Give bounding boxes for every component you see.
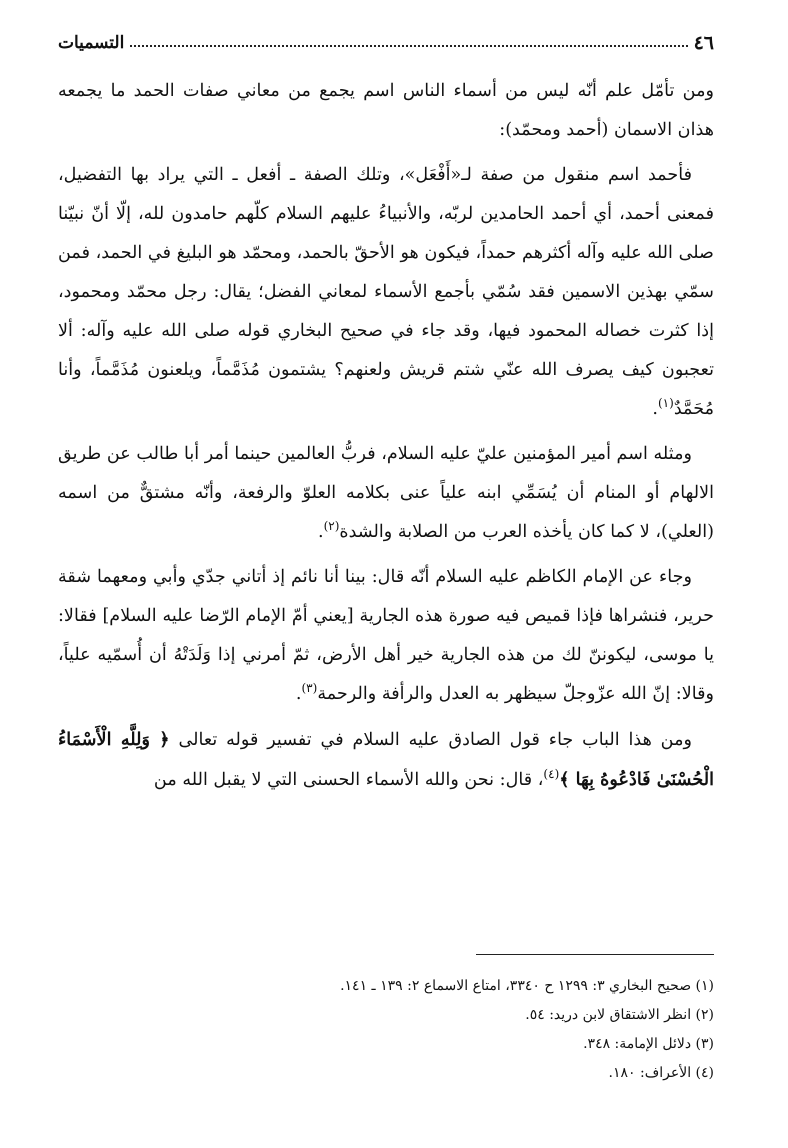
- footnote-ref: (٤): [543, 767, 560, 782]
- footnote: (٣) دلائل الإمامة: ٣٤٨.: [583, 1036, 714, 1052]
- paragraph: [58, 156, 714, 429]
- paragraph-text: ومثله اسم أمير المؤمنين عليّ عليه السلام، فربُّ العالمين حينما أمر أبا طالب عن طريق الالهام أو المنام أن يُسَمِّي ابنه علياً عنى بكلامه العلوّ والرفعة، وأنّه مشتقٌّ من اسمه (العلي)، لا كما كان يأخذه العرب من الصلابة والشدة: [58, 444, 714, 542]
- running-title: التسميات: [58, 33, 125, 53]
- running-header: [58, 28, 714, 58]
- footnote-ref: (١): [657, 396, 674, 411]
- footnote: (٢) انظر الاشتقاق لابن دريد: ٥٤.: [525, 1007, 714, 1023]
- paragraph-end: .: [652, 399, 658, 419]
- paragraph-text: ومن تأمّل علم أنّه ليس من أسماء الناس اسم يجمع من معاني صفات الحمد ما يجمعه هذان الاسمان (أحمد ومحمّد):: [58, 81, 714, 140]
- paragraph: [58, 558, 714, 714]
- paragraph-end: .: [295, 684, 302, 704]
- paragraph: [58, 720, 714, 800]
- paragraph-text: فأحمد اسم منقول من صفة لـ«أَفْعَل»، وتلك الصفة ـ أفعل ـ التي يراد بها التفضيل، فمعنى أحمد، أي أحمد الحامدين لربّه، والأنبياءُ عليهم السلام كلّهم حامدون لله، إلّا أنّ نبيّنا صلى الله عليه وآله أكثرهم حمداً، فيكون هو الأحقّ بالحمد، ومحمّد هو البليغ في الحمد، فمن سمّي بهذين الاسمين فقد سُمّي بأجمع الأسماء لمعاني الفضل؛ يقال: رجل محمّد ومحمود، إذا كثرت خصاله المحمود فيها، وقد جاء في صحيح البخاري قوله صلى الله عليه وآله: ألا تعجبون كيف يصرف الله عنّي شتم قريش ولعنهم؟ يشتمون مُذَمَّماً، ويلعنون مُذَمَّماً، وأنا مُحَمَّدٌ: [58, 165, 714, 419]
- main-text: [58, 72, 714, 806]
- paragraph-text-continued: ، قال: نحن والله الأسماء الحسنى التي لا يقبل الله من: [153, 770, 544, 790]
- quran-verse: ﴿ وَلِلَّهِ الْأَسْمَاءُ الْحُسْنَىٰ فَادْعُوهُ بِهَا ﴾: [58, 729, 714, 790]
- footnote-ref: (٢): [323, 519, 340, 534]
- paragraph: [58, 435, 714, 552]
- footnote: (٤) الأعراف: ١٨٠.: [608, 1065, 714, 1081]
- footnote-separator: [476, 954, 714, 955]
- paragraph-text: وجاء عن الإمام الكاظم عليه السلام أنّه قال: بينا أنا نائم إذ أتاني جدّي وأبي ومعهما شقة حرير، فنشراها فإذا قميص فيه صورة هذه الجارية [يعني أمّ الإمام الرّضا عليه السلام] فقالا: يا موسى، ليكوننّ لك من هذه الجارية خير أهل الأرض، ثمّ أمرني إذا وَلَدَتْهُ أن أُسمّيه علياً، وقالا: إنّ الله عزّوجلّ سيظهر به العدل والرأفة والرحمة: [58, 567, 714, 704]
- footnotes: [58, 972, 714, 1088]
- page-number: ٤٦: [693, 32, 714, 54]
- footnote-ref: (٣): [301, 681, 318, 696]
- paragraph-end: .: [317, 522, 324, 542]
- footnote: (١) صحيح البخاري ٣: ١٢٩٩ ح ٣٣٤٠، امتاع الاسماع ٢: ١٣٩ ـ ١٤١.: [340, 978, 714, 994]
- paragraph: [58, 72, 714, 150]
- dotted-leader: [130, 45, 687, 47]
- book-page: [58, 0, 714, 1148]
- paragraph-text: ومن هذا الباب جاء قول الصادق عليه السلام في تفسير قوله تعالى: [178, 730, 692, 750]
